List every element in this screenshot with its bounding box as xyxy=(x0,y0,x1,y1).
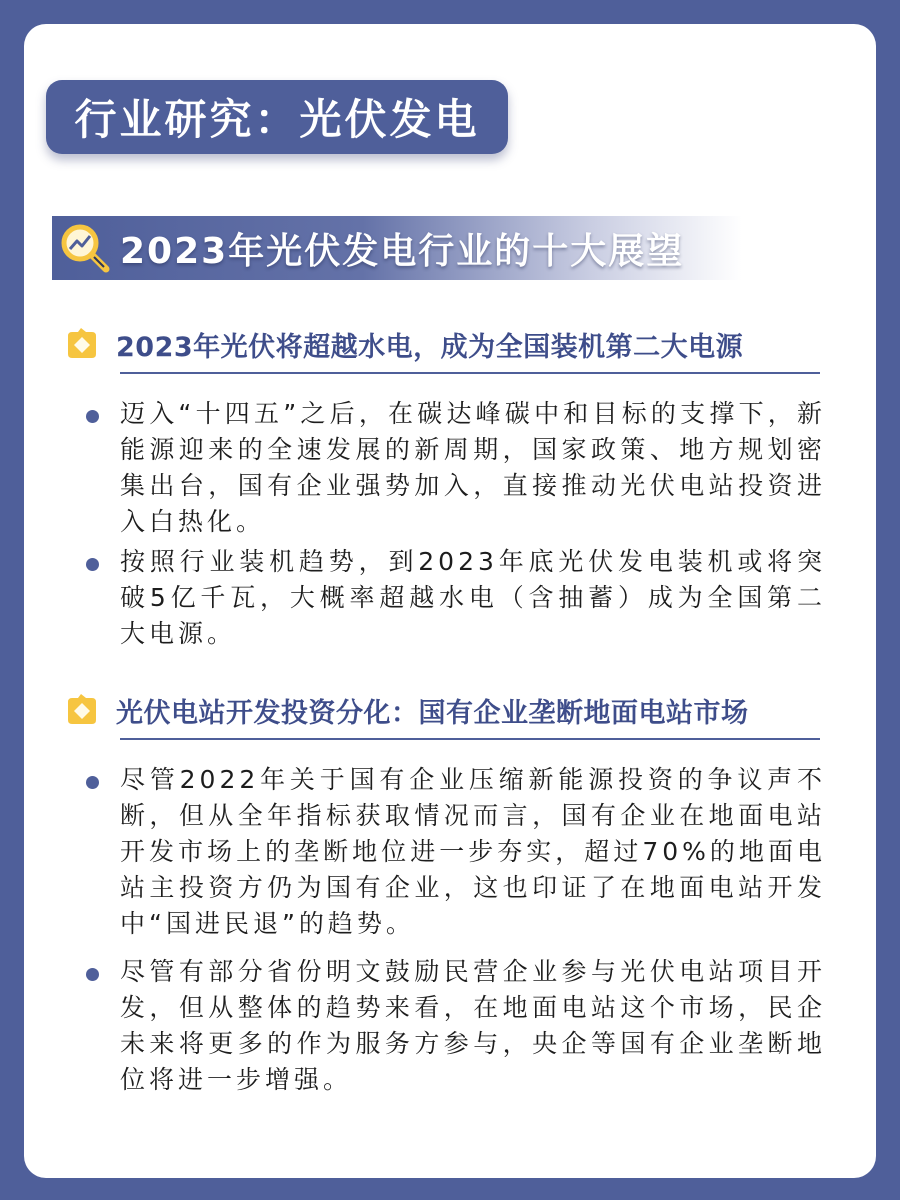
section-1-title-row xyxy=(62,322,743,366)
lightbulb-icon xyxy=(62,690,102,730)
list-item-text: 迈入“十四五”之后，在碳达峰碳中和目标的支撑下，新能源迎来的全速发展的新周期，国家政策、地方规划密集出台，国有企业强势加入，直接推动光伏电站投资进入白热化。 xyxy=(120,399,826,536)
list-item-text: 尽管有部分省份明文鼓励民营企业参与光伏电站项目开发，但从整体的趋势来看，在地面电站这个市场，民企未来将更多的作为服务方参与，央企等国有企业垄断地位将进一步增强。 xyxy=(120,957,826,1094)
list-item-text: 按照行业装机趋势，到2023年底光伏发电装机或将突破5亿千瓦，大概率超越水电（含抽蓄）成为全国第二大电源。 xyxy=(120,547,826,648)
subtitle-banner xyxy=(52,216,742,280)
list-item-text: 尽管2022年关于国有企业压缩新能源投资的争议声不断，但从全年指标获取情况而言，国有企业在地面电站开发市场上的垄断地位进一步夯实，超过70%的地面电站主投资方仍为国有企业，这也印证了在地面电站开发中“国进民退”的趋势。 xyxy=(120,765,826,938)
page-title: 行业研究：光伏发电 xyxy=(74,95,480,144)
magnifier-chart-icon xyxy=(58,221,112,275)
list-item xyxy=(86,954,826,1098)
list-item xyxy=(86,396,826,540)
page-subtitle: 2023年光伏发电行业的十大展望 xyxy=(120,230,685,272)
section-2-title: 光伏电站开发投资分化：国有企业垄断地面电站市场 xyxy=(116,697,749,729)
lightbulb-icon xyxy=(62,324,102,364)
section-1-divider xyxy=(120,372,820,374)
list-item xyxy=(86,762,826,942)
section-2-title-row xyxy=(62,688,749,732)
list-item xyxy=(86,544,826,652)
bullet-dot xyxy=(86,968,99,981)
bullet-dot xyxy=(86,776,99,789)
bullet-dot xyxy=(86,558,99,571)
content-card xyxy=(24,24,876,1178)
section-1-title: 2023年光伏将超越水电，成为全国装机第二大电源 xyxy=(116,331,744,363)
bullet-dot xyxy=(86,410,99,423)
section-2-divider xyxy=(120,738,820,740)
page-title-banner xyxy=(46,80,508,154)
